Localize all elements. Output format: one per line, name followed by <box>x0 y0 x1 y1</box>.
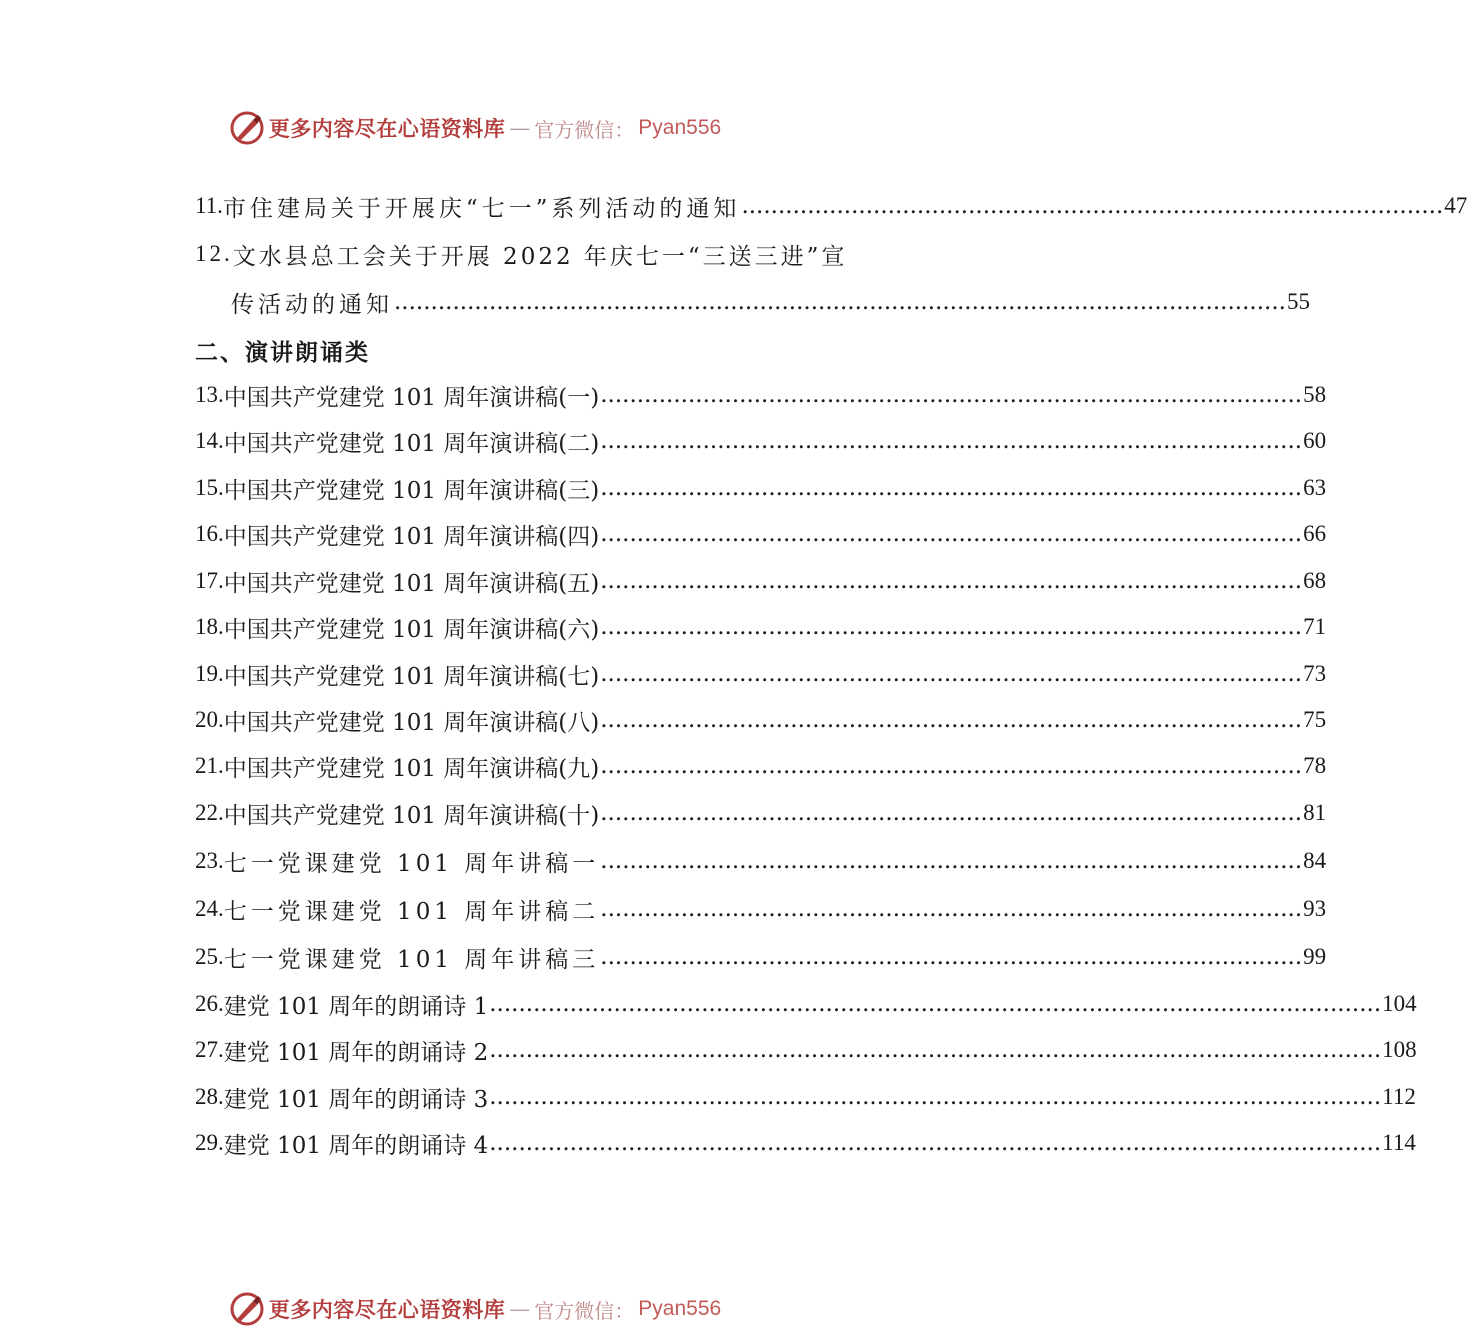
toc-entry-page: 60 <box>1303 428 1327 453</box>
toc-entry-title: 七一党课建党 101 周年讲稿一 <box>223 850 600 877</box>
toc-entry-number: 19. <box>195 661 224 686</box>
section-heading: 二、演讲朗诵类 <box>195 338 370 366</box>
toc-entry-number: 24. <box>195 896 224 921</box>
toc-entry-number: 20. <box>195 707 224 732</box>
toc-entry-page: 71 <box>1303 614 1327 639</box>
toc-leader-dots: ................................................................................................ <box>600 382 1303 408</box>
toc-entry-page: 68 <box>1303 568 1327 593</box>
footer-watermark-banner <box>0 1287 950 1331</box>
toc-entry-27[interactable] <box>195 1027 1417 1073</box>
toc-entry-title: 中国共产党建党 101 周年演讲稿(五) <box>223 570 600 597</box>
toc-entry-number: 28. <box>195 1084 224 1109</box>
toc-entry-number: 14. <box>195 428 224 453</box>
toc-entry-29[interactable] <box>195 1120 1416 1166</box>
toc-entry-13[interactable] <box>195 372 1327 418</box>
toc-entry-title: 中国共产党建党 101 周年演讲稿(七) <box>223 663 600 690</box>
toc-entry-page: 84 <box>1303 848 1327 873</box>
toc-entry-page: 114 <box>1382 1130 1416 1155</box>
pen-logo-icon <box>229 110 265 146</box>
toc-entry-title: 中国共产党建党 101 周年演讲稿(三) <box>223 477 600 504</box>
toc-entry-17[interactable] <box>195 558 1327 604</box>
toc-entry-number: 18. <box>195 614 224 639</box>
toc-entry-page: 93 <box>1303 896 1327 921</box>
toc-entry-number: 25. <box>195 944 224 969</box>
toc-entry-14[interactable] <box>195 418 1327 464</box>
banner-official-label: 官方微信： <box>534 1298 635 1323</box>
toc-entry-title: 中国共产党建党 101 周年演讲稿(九) <box>223 755 600 782</box>
toc-entry-number: 11. <box>195 193 223 218</box>
toc-entry-number: 27. <box>195 1037 224 1062</box>
toc-leader-dots: ................................................................................................ <box>741 193 1444 219</box>
toc-entry-page: 55 <box>1286 289 1310 314</box>
toc-entry-21[interactable] <box>195 743 1327 789</box>
toc-entry-28[interactable] <box>195 1074 1416 1120</box>
banner-wechat-id: Pyan556 <box>638 116 722 139</box>
toc-leader-dots: ................................................................................................ <box>600 944 1303 970</box>
toc-leader-dots: .......................................................................................................................... <box>489 991 1382 1017</box>
toc-entry-number: 26. <box>195 991 224 1016</box>
toc-leader-dots: .......................................................................................................................... <box>394 289 1286 315</box>
toc-entry-16[interactable] <box>195 511 1327 557</box>
toc-entry-title: 建党 101 周年的朗诵诗 4 <box>223 1132 489 1159</box>
toc-entry-title: 建党 101 周年的朗诵诗 1 <box>223 993 489 1020</box>
toc-entry-24[interactable] <box>195 886 1327 932</box>
toc-entry-page: 81 <box>1303 800 1327 825</box>
toc-entry-title: 市住建局关于开展庆“七一”系列活动的通知 <box>222 195 741 222</box>
toc-entry-20[interactable] <box>195 697 1327 743</box>
toc-entry-page: 104 <box>1382 991 1417 1016</box>
toc-entry-15[interactable] <box>195 465 1327 511</box>
toc-entry-title: 文水县总工会关于开展 2022 年庆七一“三送三进”宣 <box>232 243 848 270</box>
banner-separator: — <box>509 116 531 140</box>
pen-logo-icon <box>229 1291 265 1327</box>
banner-text: 更多内容尽在心语资料库 <box>268 116 506 141</box>
toc-entry-number: 13. <box>195 382 224 407</box>
toc-entry-title: 中国共产党建党 101 周年演讲稿(一) <box>223 384 600 411</box>
toc-entry-title: 中国共产党建党 101 周年演讲稿(八) <box>223 709 600 736</box>
header-watermark-banner <box>0 106 950 150</box>
toc-entry-26[interactable] <box>195 981 1417 1027</box>
toc-entry-page: 75 <box>1303 707 1327 732</box>
toc-leader-dots: ................................................................................................ <box>600 896 1303 922</box>
toc-leader-dots: ................................................................................................ <box>600 521 1303 547</box>
toc-entry-19[interactable] <box>195 651 1327 697</box>
toc-leader-dots: .......................................................................................................................... <box>489 1037 1382 1063</box>
banner-separator: — <box>509 1297 531 1321</box>
toc-entry-title: 中国共产党建党 101 周年演讲稿(二) <box>223 430 600 457</box>
toc-leader-dots: ................................................................................................ <box>600 800 1303 826</box>
toc-leader-dots: ................................................................................................ <box>600 568 1303 594</box>
toc-entry-title: 中国共产党建党 101 周年演讲稿(四) <box>223 523 600 550</box>
toc-entry-title: 建党 101 周年的朗诵诗 2 <box>223 1039 489 1066</box>
toc-entry-number: 15. <box>195 475 224 500</box>
toc-leader-dots: ................................................................................................ <box>600 848 1303 874</box>
toc-entry-page: 78 <box>1303 753 1327 778</box>
toc-leader-dots: ................................................................................................ <box>600 428 1303 454</box>
toc-entry-title: 七一党课建党 101 周年讲稿三 <box>223 946 600 973</box>
toc-entry-22[interactable] <box>195 790 1327 836</box>
toc-leader-dots: ................................................................................................ <box>600 753 1303 779</box>
toc-entry-11[interactable] <box>195 183 1467 229</box>
toc-entry-number: 22. <box>195 800 224 825</box>
banner-wechat-id: Pyan556 <box>638 1297 722 1320</box>
toc-entry-number: 29. <box>195 1130 224 1155</box>
toc-entry-number: 23. <box>195 848 224 873</box>
toc-leader-dots: ................................................................................................ <box>600 614 1303 640</box>
toc-leader-dots: ................................................................................................ <box>600 475 1303 501</box>
toc-entry-23[interactable] <box>195 838 1327 884</box>
toc-entry-number: 17. <box>195 568 224 593</box>
toc-entry-number: 12. <box>195 241 233 266</box>
toc-entry-title: 建党 101 周年的朗诵诗 3 <box>223 1086 489 1113</box>
toc-entry-18[interactable] <box>195 604 1327 650</box>
toc-entry-page: 108 <box>1382 1037 1417 1062</box>
toc-leader-dots: ................................................................................................ <box>600 707 1303 733</box>
toc-entry-title: 七一党课建党 101 周年讲稿二 <box>223 898 600 925</box>
toc-entry-page: 47 <box>1444 193 1467 218</box>
banner-text: 更多内容尽在心语资料库 <box>268 1297 506 1322</box>
toc-entry-page: 66 <box>1303 521 1327 546</box>
toc-entry-page: 63 <box>1303 475 1327 500</box>
banner-official-label: 官方微信： <box>534 117 635 142</box>
toc-entry-page: 99 <box>1303 944 1327 969</box>
toc-leader-dots: ................................................................................................ <box>600 661 1303 687</box>
toc-leader-dots: .......................................................................................................................... <box>489 1084 1382 1110</box>
toc-entry-12-line1[interactable] <box>195 231 848 277</box>
toc-entry-25[interactable] <box>195 934 1327 980</box>
toc-entry-title: 中国共产党建党 101 周年演讲稿(六) <box>223 616 600 643</box>
toc-leader-dots: .......................................................................................................................... <box>489 1130 1382 1156</box>
toc-entry-page: 73 <box>1303 661 1327 686</box>
toc-entry-number: 21. <box>195 753 224 778</box>
toc-entry-number: 16. <box>195 521 224 546</box>
toc-entry-12-line2[interactable] <box>231 279 1310 325</box>
toc-entry-title-continued: 传活动的通知 <box>231 291 393 318</box>
toc-entry-page: 58 <box>1303 382 1327 407</box>
toc-entry-title: 中国共产党建党 101 周年演讲稿(十) <box>223 802 600 829</box>
toc-entry-page: 112 <box>1382 1084 1416 1109</box>
